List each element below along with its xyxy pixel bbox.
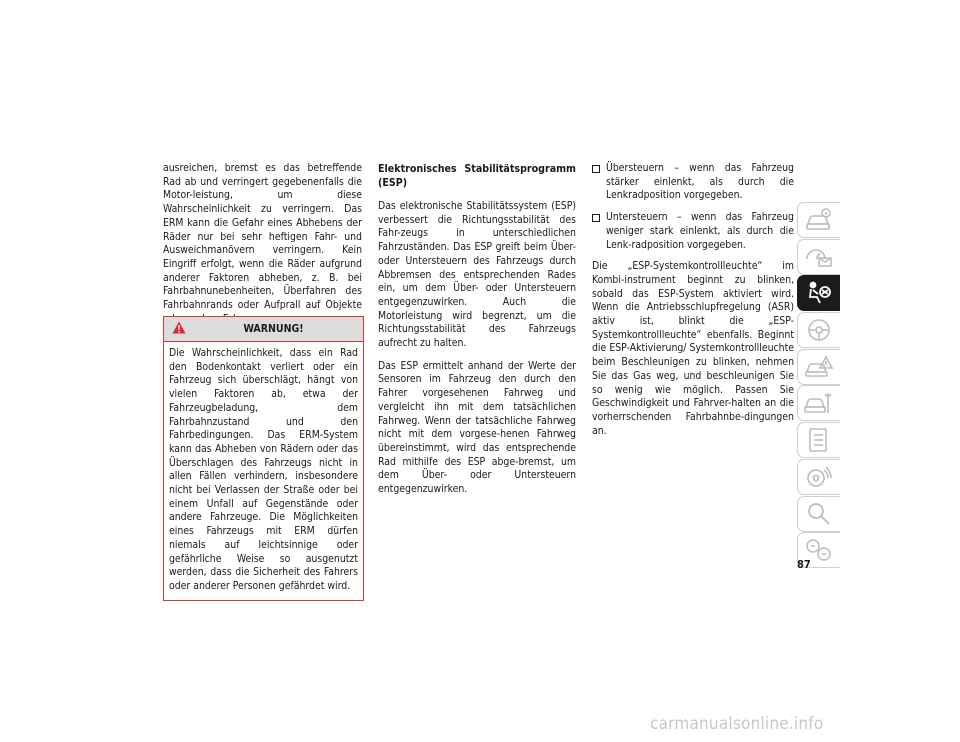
warning-header — [164, 317, 363, 342]
warning-triangle-icon — [172, 321, 186, 334]
checklist-icon — [804, 427, 834, 453]
bullet-box-icon — [592, 214, 600, 222]
tab-technical-data[interactable] — [797, 422, 840, 458]
tab-starting-driving[interactable] — [797, 312, 840, 348]
warning-box — [163, 316, 364, 601]
bullet-box-icon — [592, 165, 600, 173]
page-number: 87 — [797, 558, 811, 571]
car-warning-icon — [804, 354, 834, 380]
car-info-icon — [804, 207, 834, 233]
tab-multimedia[interactable] — [797, 459, 840, 495]
steering-wheel-icon — [804, 317, 834, 343]
watermark: carmanualsonline.info — [650, 714, 824, 734]
esp-paragraph-1: Das elektronische Stabilitätssystem (ESP) verbessert die Richtungsstabilität des Fahr-zeugs in unterschiedlichen Fahrzuständen. Das ESP greift beim Über- oder Untersteuern des Fahrzeugs durch Abbremsen des entsprechenden Rades ein, um dem Über- oder Untersteuern entgegenzuwirken. Auch die Motorleistung wird begrenzt, um die Richtungsstabilität des Fahrzeugs aufrecht zu halten. — [378, 200, 576, 350]
section-heading: Elektronisches Stabilitätsprogramm (ESP) — [378, 163, 576, 189]
list-item — [592, 211, 794, 252]
magnifier-icon — [804, 501, 834, 527]
dashboard-envelope-icon — [804, 244, 834, 270]
chapter-tabs — [797, 202, 840, 569]
car-service-tools-icon — [804, 390, 834, 416]
tab-safety[interactable] — [797, 275, 840, 311]
seat-airbag-icon — [804, 280, 834, 306]
left-column — [163, 162, 362, 335]
tab-servicing[interactable] — [797, 385, 840, 421]
esp-indicator-paragraph: Die „ESP-Systemkontrollleuchte“ im Kombi-instrument beginnt zu blinken, sobald das ESP-System aktiviert wird. Wenn die Antriebsschlupfregelung (ASR) aktiv ist, blinkt die „ESP-Systemkontrollleuchte“ ebenfalls. Beginnt die ESP-Aktivierung/ Systemkontrollleuchte beim Beschleunigen zu blinken, nehmen Sie das Gas weg, und beschleunigen Sie so wenig wie möglich. Passen Sie Geschwindigkeit und Fahrver-halten an die vorherrschenden Fahrbahnbe-dingungen an. — [592, 260, 794, 437]
tab-dashboard[interactable] — [797, 239, 840, 275]
intro-paragraph: ausreichen, bremst es das betreffende Rad ab und verringert gegebenenfalls die Motor-leistung, um diese Wahrscheinlichkeit zu verringern. Das ERM kann die Gefahr eines Abhebens der Räder nur bei sehr heftigen Fahr- und Ausweichmanövern verringern. Kein Eingriff erfolgt, wenn die Räder aufgrund anderer Faktoren abheben, z. B. bei Fahrbahnunebenheiten, Überfahren des Fahrbahnrands oder Aufprall auf Objekte — [163, 162, 362, 312]
multimedia-icon — [804, 464, 834, 490]
middle-column — [378, 162, 576, 506]
esp-paragraph-2: Das ESP ermittelt anhand der Werte der Sensoren im Fahrzeug den durch den Fahrer vorgesehenen Fahrweg und vergleicht ihn mit dem tatsächlichen Fahrweg. Wenn der tatsächliche Fahrweg nicht mit dem vorgese-henen Fahrweg übereinstimmt, wird das entsprechende Rad mithilfe des ESP abge-bremst, um dem Über- oder Untersteuern entgegenzuwirken. — [378, 359, 576, 496]
tab-emergency[interactable] — [797, 349, 840, 385]
tab-index[interactable] — [797, 496, 840, 532]
bullet-text-oversteer: Übersteuern – wenn das Fahrzeug stärker einlenkt, als durch die Lenkradposition vorgegeben. — [606, 162, 794, 202]
right-column — [592, 162, 794, 447]
warning-title: WARNUNG! — [243, 323, 304, 335]
list-item — [592, 162, 794, 203]
tab-vehicle-info[interactable] — [797, 202, 840, 238]
warning-text: Die Wahrscheinlichkeit, dass ein Rad den Bodenkontakt verliert oder ein Fahrzeug sich überschlägt, hängt von vielen Faktoren ab, etwa der Fahrzeugbeladung, dem Fahrbahnzustand und den Fahrbedingungen. Das ERM-System kann das Abheben von Rädern oder das Überschlagen des Fahrzeugs nicht in allen Fällen verhindern, insbesondere nicht bei Verlassen der Straße oder bei einem Unfall auf Gegenstände oder andere Fahrzeuge. Die Möglichkeiten eines Fahrzeugs mit ERM dürfen niemals auf leichtsinnige oder gefährliche Weise so ausgenutzt werden, dass die Sicherheit des Fahrers oder anderer Personen gefährdet wird. — [169, 347, 358, 592]
bullet-text-understeer: Untersteuern – wenn das Fahrzeug weniger stark einlenkt, als durch die Lenk-radposition vorgegeben. — [606, 211, 794, 251]
